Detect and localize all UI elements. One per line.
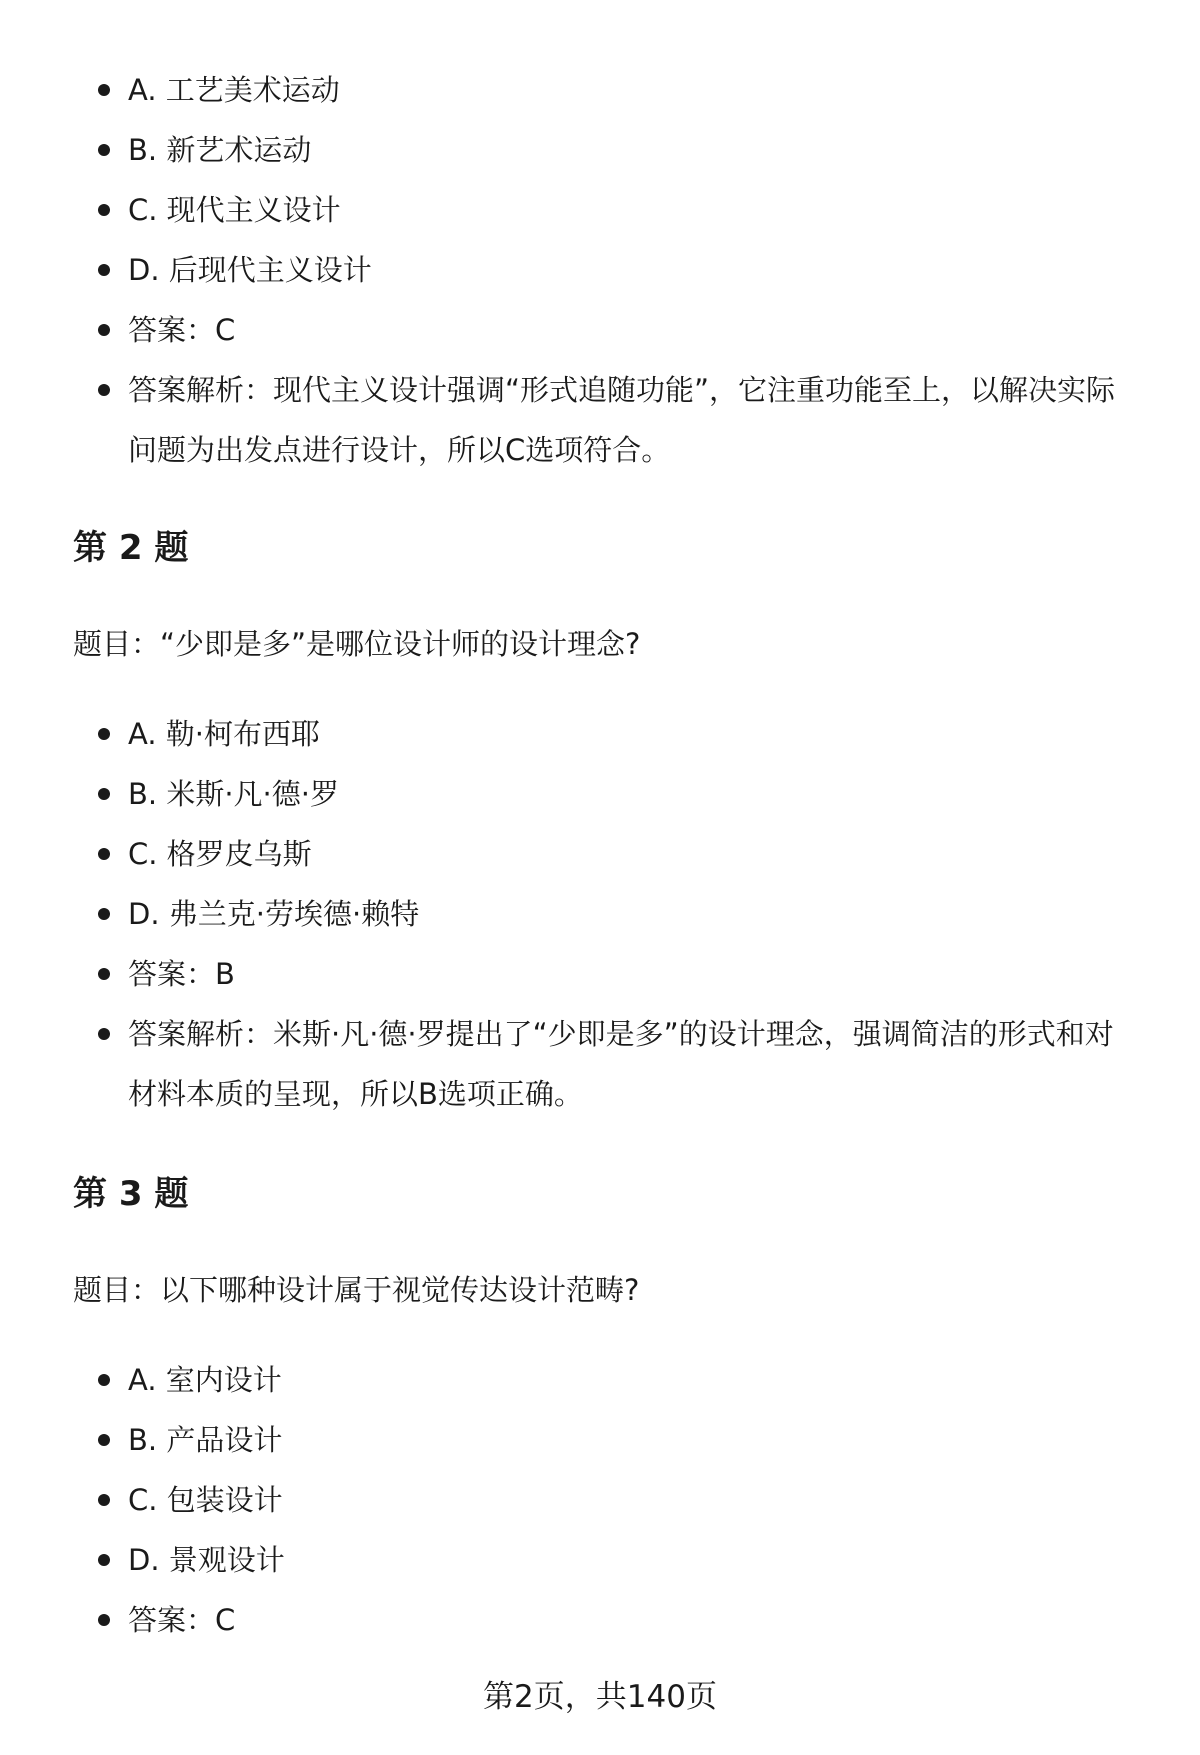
q1-answer: 答案：C [0, 300, 1200, 360]
list-item: C. 包装设计 [0, 1470, 1200, 1530]
q2-answer: 答案：B [0, 944, 1200, 1004]
list-item: B. 产品设计 [0, 1410, 1200, 1470]
q2-analysis: 答案解析：米斯·凡·德·罗提出了“少即是多”的设计理念，强调简洁的形式和对材料本质的呈现，所以B选项正确。 [0, 1004, 1200, 1124]
list-item: D. 弗兰克·劳埃德·赖特 [0, 884, 1200, 944]
q3-question: 题目：以下哪种设计属于视觉传达设计范畴? [73, 1273, 640, 1307]
list-item: A. 工艺美术运动 [0, 60, 1200, 120]
list-item: D. 后现代主义设计 [0, 240, 1200, 300]
page-number: 第2页，共140页 [483, 1679, 717, 1715]
list-item: B. 米斯·凡·德·罗 [0, 764, 1200, 824]
q3-heading: 第 3 题 [73, 1174, 189, 1214]
list-item: C. 格罗皮乌斯 [0, 824, 1200, 884]
list-item: B. 新艺术运动 [0, 120, 1200, 180]
q2-question: 题目：“少即是多”是哪位设计师的设计理念? [73, 627, 641, 661]
q3-answer: 答案：C [0, 1590, 1200, 1650]
list-item: A. 勒·柯布西耶 [0, 704, 1200, 764]
q2-heading: 第 2 题 [73, 528, 189, 568]
list-item: D. 景观设计 [0, 1530, 1200, 1590]
q1-option-list [0, 60, 1200, 480]
q1-analysis: 答案解析：现代主义设计强调“形式追随功能”，它注重功能至上，以解决实际问题为出发点进行设计，所以C选项符合。 [0, 360, 1200, 480]
list-item: C. 现代主义设计 [0, 180, 1200, 240]
q2-option-list [0, 704, 1200, 1124]
list-item: A. 室内设计 [0, 1350, 1200, 1410]
q3-option-list [0, 1350, 1200, 1650]
